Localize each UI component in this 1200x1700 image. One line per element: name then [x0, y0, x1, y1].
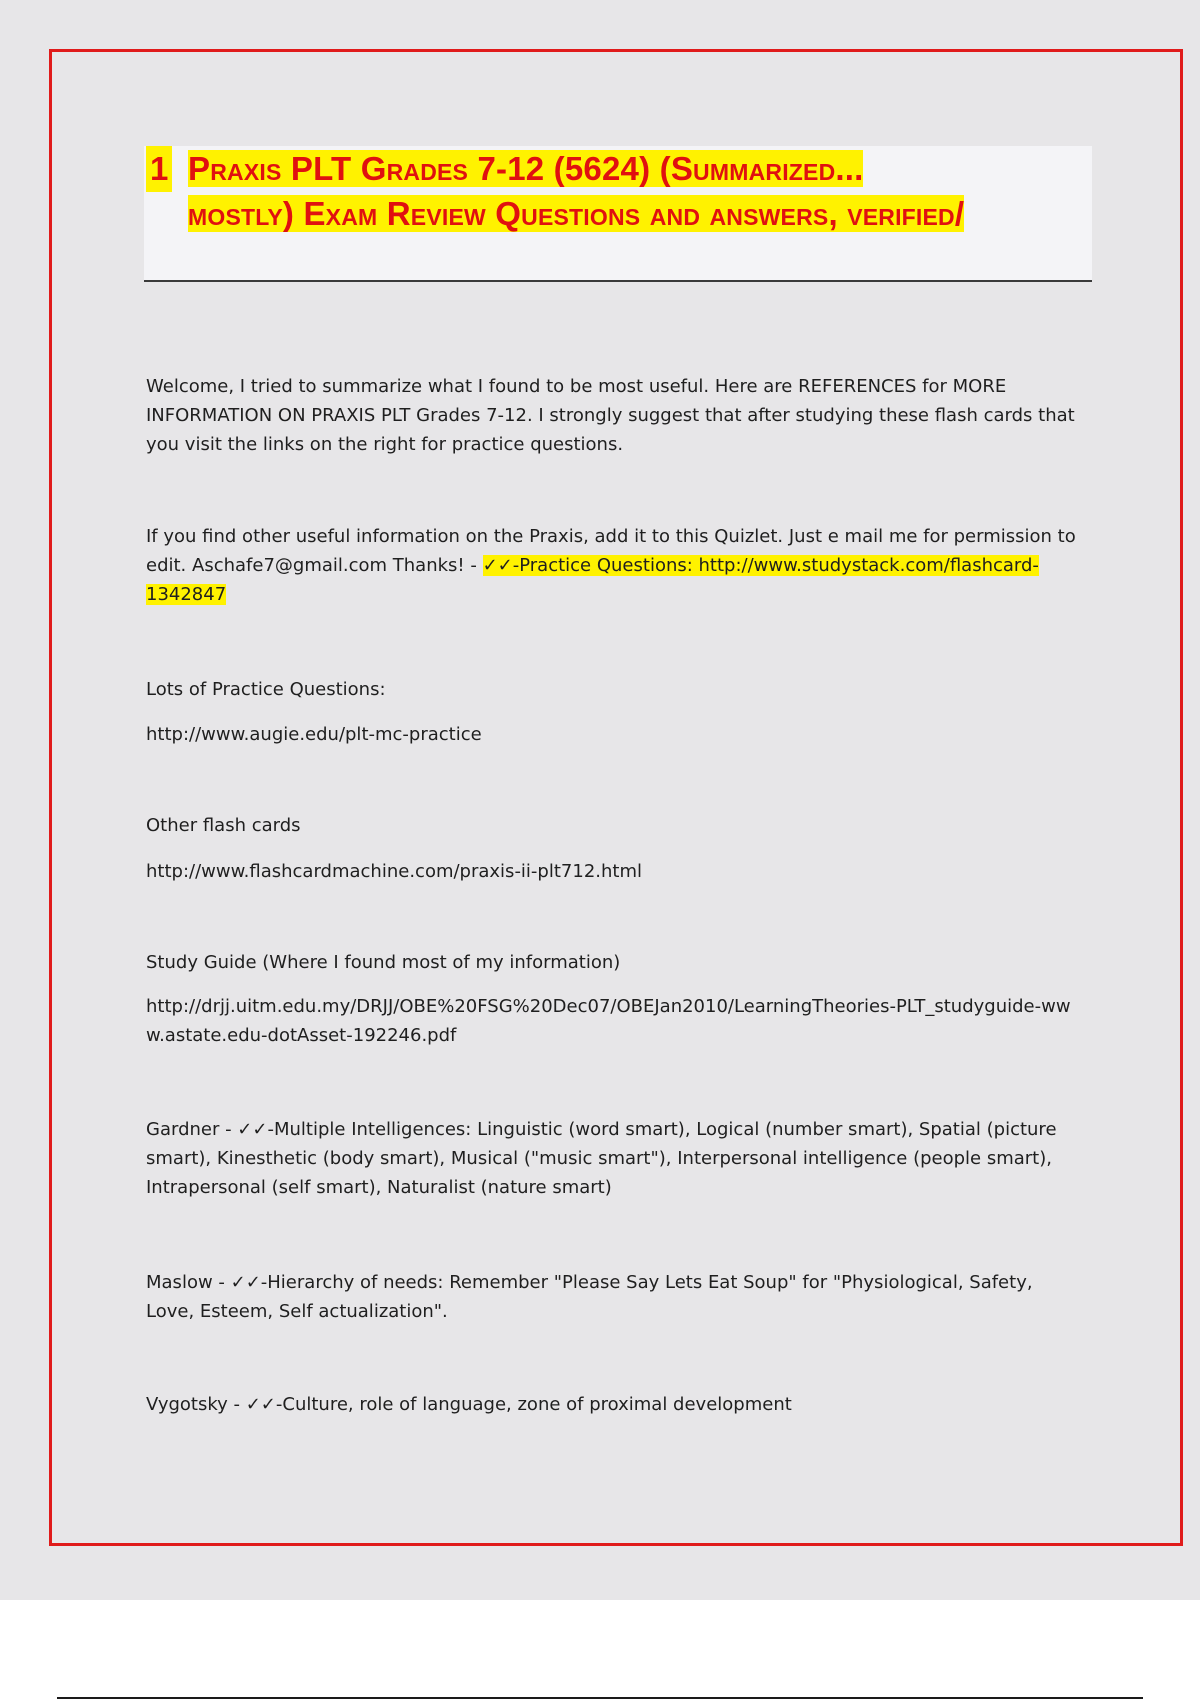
- other-flash-cards-label: Other flash cards: [146, 815, 301, 836]
- practice-questions-link[interactable]: ✓✓-Practice Questions: http://www.studystack.com/flashcard-1342847: [146, 555, 1039, 605]
- maslow-entry: Maslow - ✓✓-Hierarchy of needs: Remember "Please Say Lets Eat Soup" for "Physiological, Safety, Love, Esteem, Self actualization".: [146, 1272, 1033, 1322]
- gardner-entry: Gardner - ✓✓-Multiple Intelligences: Linguistic (word smart), Logical (number smart), Spatial (picture smart), Kinesthetic (body smart), Musical ("music smart"), Interpersonal intelligence (people smart), Intrapersonal (self smart), Naturalist (nature smart): [146, 1119, 1057, 1198]
- lots-of-practice-label: Lots of Practice Questions:: [146, 679, 386, 700]
- title-block: [144, 146, 1092, 282]
- page-title-text: Praxis PLT Grades 7-12 (5624) (Summarized... mostly) Exam Review Questions and answers, verified/: [188, 150, 965, 232]
- next-page-area: [0, 1600, 1200, 1700]
- quizlet-paragraph: [146, 522, 1086, 609]
- next-page-rule: [57, 1697, 1143, 1699]
- flashcardmachine-link[interactable]: http://www.flashcardmachine.com/praxis-ii-plt712.html: [146, 861, 642, 882]
- study-guide-label: Study Guide (Where I found most of my information): [146, 952, 621, 973]
- quizlet-intro-text: If you find other useful information on the Praxis, add it to this Quizlet. Just e mail me for permission to edit. Aschafe7@gmail.com Thanks! -: [146, 526, 1076, 576]
- vygotsky-entry: Vygotsky - ✓✓-Culture, role of language, zone of proximal development: [146, 1394, 792, 1415]
- welcome-paragraph: Welcome, I tried to summarize what I found to be most useful. Here are REFERENCES for MORE INFORMATION ON PRAXIS PLT Grades 7-12. I strongly suggest that after studying these flash cards that you visit the links on the right for practice questions.: [146, 376, 1075, 455]
- page-title: [188, 146, 978, 236]
- augie-practice-link[interactable]: http://www.augie.edu/plt-mc-practice: [146, 724, 482, 745]
- heading-number: 1: [146, 146, 172, 192]
- study-guide-link[interactable]: http://drjj.uitm.edu.my/DRJJ/OBE%20FSG%20Dec07/OBEJan2010/LearningTheories-PLT_studyguide-www.astate.edu-dotAsset-192246.pdf: [146, 996, 1071, 1046]
